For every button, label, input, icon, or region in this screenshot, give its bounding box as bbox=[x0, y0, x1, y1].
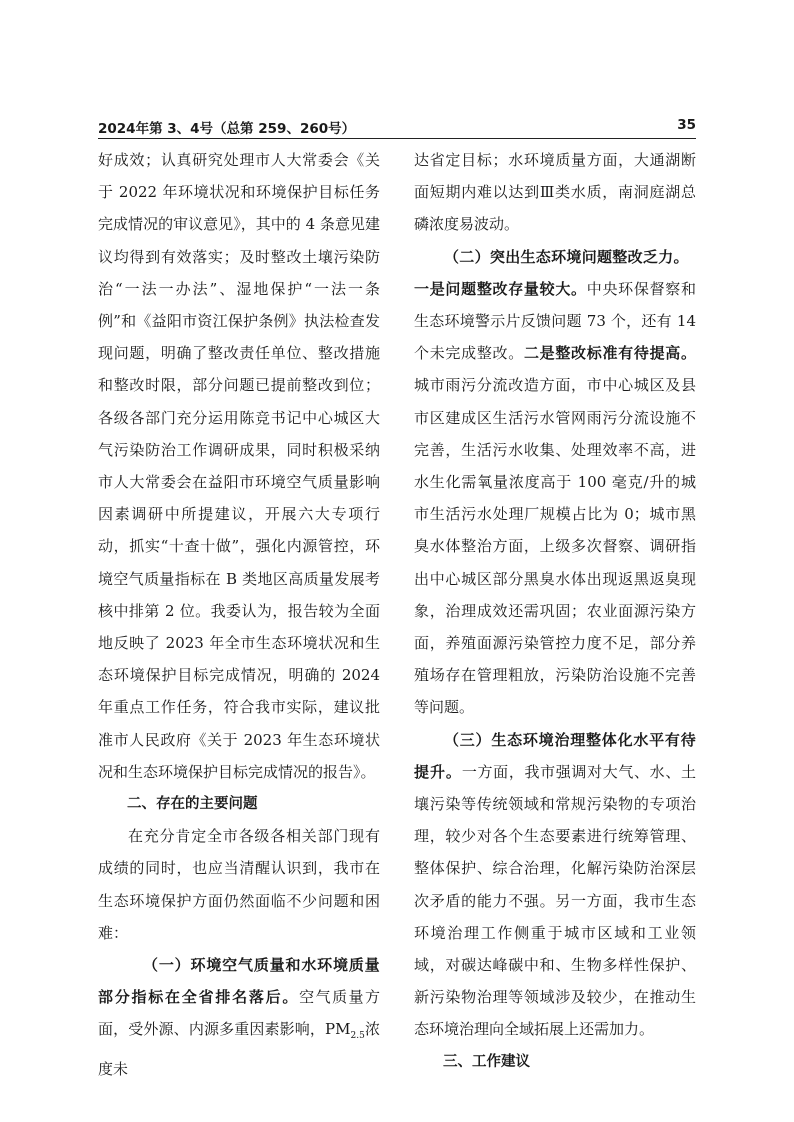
running-header bbox=[98, 116, 696, 139]
section-heading-problems: 二、存在的主要问题 bbox=[127, 796, 258, 813]
paragraph-continuation-right: 达省定目标；水环境质量方面，大通湖断面短期内难以达到Ⅲ类水质，南洞庭湖总磷浓度易波动。 bbox=[414, 151, 696, 234]
subsection-3-heading: （三）生态环境治理整体化水平有待提升。 bbox=[414, 730, 696, 781]
issue-label: 2024年第 3、4号（总第 259、260号） bbox=[98, 121, 356, 137]
subsection-2-text-2: 城市雨污分流改造方面，市中心城区及县市区建成区生活污水管网雨污分流设施不完善，生活污水收集、处理效率不高，进水生化需氧量浓度高于 100 毫克/升的城市生活污水处理厂规模占比为 0；城市黑臭水体整治方面，上级多次督察、调研指出中心城区部分黑臭水体出现返黑返臭现象，治理成效还需巩固；农业面源污染方面，养殖面源污染管控力度不足，部分养殖场存在管理粗放，污染防治设施不完善等问题。 bbox=[414, 376, 696, 717]
paragraph-continuation: 好成效；认真研究处理市人大常委会《关于 2022 年环境状况和环境保护目标任务完成情况的审议意见》，其中的 4 条意见建议均得到有效落实；及时整改土壤污染防治“一法一办法”、湿地保护“一法一条例”和《益阳市资江保护条例》执法检查发现问题，明确了整改责任单位、整改措施和整改时限，部分问题已提前整改到位；各级各部门充分运用陈竞书记中心城区大气污染防治工作调研成果，同时积极采纳市人大常委会在益阳市环境空气质量影响因素调研中所提建议，开展六大专项行动，抓实“十查十做”，强化内源管控，环境空气质量指标在 B 类地区高质量发展考核中排第 2 位。我委认为，报告较为全面地反映了 2023 年全市生态环境状况和生态环境保护目标完成情况，明确的 2024 年重点工作任务，符合我市实际，建议批准市人民政府《关于 2023 年生态环境状况和生态环境保护目标完成情况的报告》。 bbox=[98, 151, 380, 781]
subsection-1-heading: （一）环境空气质量和水环境质量部分指标在全省排名落后。 bbox=[98, 956, 380, 1007]
subsection-2-point-1: 一是问题整改存量较大。 bbox=[414, 279, 587, 298]
left-column bbox=[98, 144, 380, 1085]
subsection-2-heading: （二）突出生态环境问题整改乏力。 bbox=[444, 247, 689, 266]
subsection-2-text-1: 中央环保督察和生态环境警示片反馈问题 73 个，还有 14 个未完成整改。 bbox=[414, 279, 696, 363]
paragraph-subsection-3 bbox=[414, 724, 696, 1046]
subsection-1-text-b: 浓度未 bbox=[98, 1020, 380, 1078]
section-heading-suggestions: 三、工作建议 bbox=[443, 1053, 530, 1070]
paragraph-problems-intro: 在充分肯定全市各级各相关部门现有成绩的同时，也应当清醒认识到，我市在生态环境保护方面仍然面临不少问题和困难： bbox=[98, 827, 380, 942]
pm-subscript: 2.5 bbox=[350, 1031, 365, 1042]
paragraph-subsection-1 bbox=[98, 949, 380, 1085]
subsection-2-point-2: 二是整改标准有待提高。 bbox=[523, 344, 696, 363]
right-column bbox=[414, 144, 696, 1078]
subsection-1-text-a: 空气质量方面，受外源、内源多重因素影响，PM bbox=[98, 988, 380, 1039]
subsection-3-text: 一方面，我市强调对大气、水、土壤污染等传统领域和常规污染物的专项治理，较少对各个生态要素进行统筹管理、整体保护、综合治理，化解污染防治深层次矛盾的能力不强。另一方面，我市生态环境治理工作侧重于城市区域和工业领域，对碳达峰碳中和、生物多样性保护、新污染物治理等领域涉及较少，在推动生态环境治理向全域拓展上还需加力。 bbox=[414, 762, 696, 1039]
paragraph-subsection-2 bbox=[414, 273, 696, 724]
page-number: 35 bbox=[677, 117, 696, 133]
